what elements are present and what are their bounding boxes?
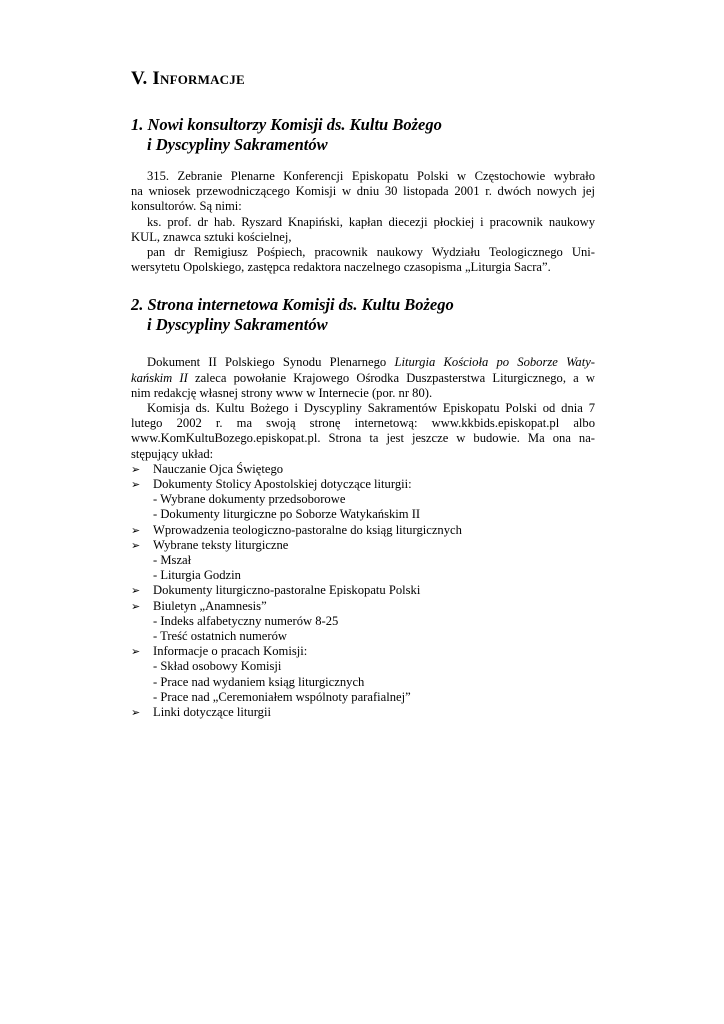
text-run: zaleca powołanie Krajowego Ośrodka Duszpasterstwa Liturgicznego, a w: [187, 370, 595, 385]
sub-list-item: - Liturgia Godzin: [153, 568, 241, 583]
document-page: [131, 68, 595, 720]
paragraph-line: pan dr Remigiusz Pośpiech, pracownik naukowy Wydziału Teologicznego Uni-: [147, 245, 595, 260]
site-structure-list: [131, 462, 595, 720]
arrow-bullet-icon: ➢: [131, 478, 141, 492]
section-1-title-line-2: i Dyscypliny Sakramentów: [147, 134, 328, 154]
paragraph-line: wersytetu Opolskiego, zastępca redaktora naczelnego czasopisma „Liturgia Sacra”.: [131, 260, 551, 275]
list-item: [131, 644, 595, 705]
sub-list: [153, 614, 595, 644]
sub-list-item: - Indeks alfabetyczny numerów 8-25: [153, 613, 339, 628]
section-1-title-line-1: 1. Nowi konsultorzy Komisji ds. Kultu Bożego: [131, 115, 442, 134]
sub-list-item: - Dokumenty liturgiczne po Soborze Watykańskim II: [153, 507, 421, 522]
list-item-label: Dokumenty Stolicy Apostolskiej dotyczące liturgii:: [153, 477, 412, 492]
sub-list-item: - Prace nad „Ceremoniałem wspólnoty parafialnej”: [153, 689, 411, 704]
paragraph-line: lutego 2002 r. ma swoją stronę internetową: www.kkbids.episkopat.pl albo: [131, 416, 595, 431]
list-item: [131, 705, 595, 720]
paragraph-line: stępujący układ:: [131, 446, 214, 461]
section-1-paragraph-3: [131, 245, 595, 275]
list-item: [131, 583, 595, 598]
sub-list-item: - Mszał: [153, 553, 192, 568]
section-2-title-line-1: 2. Strona internetowa Komisji ds. Kultu Bożego: [131, 295, 454, 315]
section-1-paragraph-2: [131, 215, 595, 245]
section-2-title: [131, 295, 595, 334]
list-item-label: Wprowadzenia teologiczno-pastoralne do ksiąg liturgicznych: [153, 522, 462, 537]
arrow-bullet-icon: ➢: [131, 523, 141, 537]
paragraph-line: na wniosek przewodniczącego Komisji w dniu 30 listopada 2001 r. dwóch nowych jej: [131, 184, 595, 199]
paragraph-line: nim redakcję własnej strony www w Internecie (por. nr 80).: [131, 385, 433, 400]
list-item: [131, 477, 595, 523]
document-title-italic: kańskim II: [131, 370, 188, 385]
document-title-italic: Liturgia Kościoła po Soborze Waty-: [394, 355, 595, 370]
paragraph-line: [131, 371, 595, 386]
chapter-heading: [131, 68, 595, 90]
text-run: Dokument II Polskiego Synodu Plenarnego: [147, 355, 395, 370]
sub-list-item: - Prace nad wydaniem ksiąg liturgicznych: [153, 674, 365, 689]
section-2-title-line-2: i Dyscypliny Sakramentów: [147, 314, 328, 334]
sub-list-item: - Wybrane dokumenty przedsoborowe: [153, 492, 346, 507]
paragraph-line: konsultorów. Są nimi:: [131, 199, 242, 214]
list-item: [131, 599, 595, 645]
paragraph-line: KUL, znawca sztuki kościelnej,: [131, 229, 292, 244]
list-item: [131, 523, 595, 538]
arrow-bullet-icon: ➢: [131, 538, 141, 552]
arrow-bullet-icon: ➢: [131, 706, 141, 720]
paragraph-line: Komisja ds. Kultu Bożego i Dyscypliny Sakramentów Episkopatu Polski od dnia 7: [147, 401, 595, 416]
list-item-label: Wybrane teksty liturgiczne: [153, 537, 289, 552]
list-item-label: Dokumenty liturgiczno-pastoralne Episkopatu Polski: [153, 583, 421, 598]
list-item-label: Linki dotyczące liturgii: [153, 705, 271, 720]
section-2-paragraph-2: [131, 401, 595, 462]
sub-list: [153, 553, 595, 583]
sub-list: [153, 659, 595, 705]
list-item-label: Biuletyn „Anamnesis”: [153, 598, 267, 613]
paragraph-line: www.KomKultuBozego.episkopat.pl. Strona ta jest jeszcze w budowie. Ma ona na-: [131, 431, 595, 446]
list-item: [131, 462, 595, 477]
arrow-bullet-icon: ➢: [131, 462, 141, 476]
section-1-paragraph-1: [131, 169, 595, 215]
arrow-bullet-icon: ➢: [131, 645, 141, 659]
paragraph-line: 315. Zebranie Plenarne Konferencji Episkopatu Polski w Częstochowie wybrało: [147, 169, 595, 183]
list-item: [131, 538, 595, 584]
paragraph-line: [131, 355, 595, 370]
sub-list: [153, 492, 595, 522]
sub-list-item: - Skład osobowy Komisji: [153, 659, 282, 674]
list-item-label: Informacje o pracach Komisji:: [153, 644, 308, 659]
section-1-title: [131, 115, 595, 154]
section-2-paragraph-1: [131, 355, 595, 401]
arrow-bullet-icon: ➢: [131, 584, 141, 598]
arrow-bullet-icon: ➢: [131, 599, 141, 613]
chapter-title: Informacje: [152, 68, 245, 89]
paragraph-line: ks. prof. dr hab. Ryszard Knapiński, kapłan diecezji płockiej i pracownik naukowy: [147, 214, 595, 229]
chapter-number: V.: [131, 68, 148, 89]
list-item-label: Nauczanie Ojca Świętego: [153, 461, 284, 476]
sub-list-item: - Treść ostatnich numerów: [153, 629, 287, 644]
